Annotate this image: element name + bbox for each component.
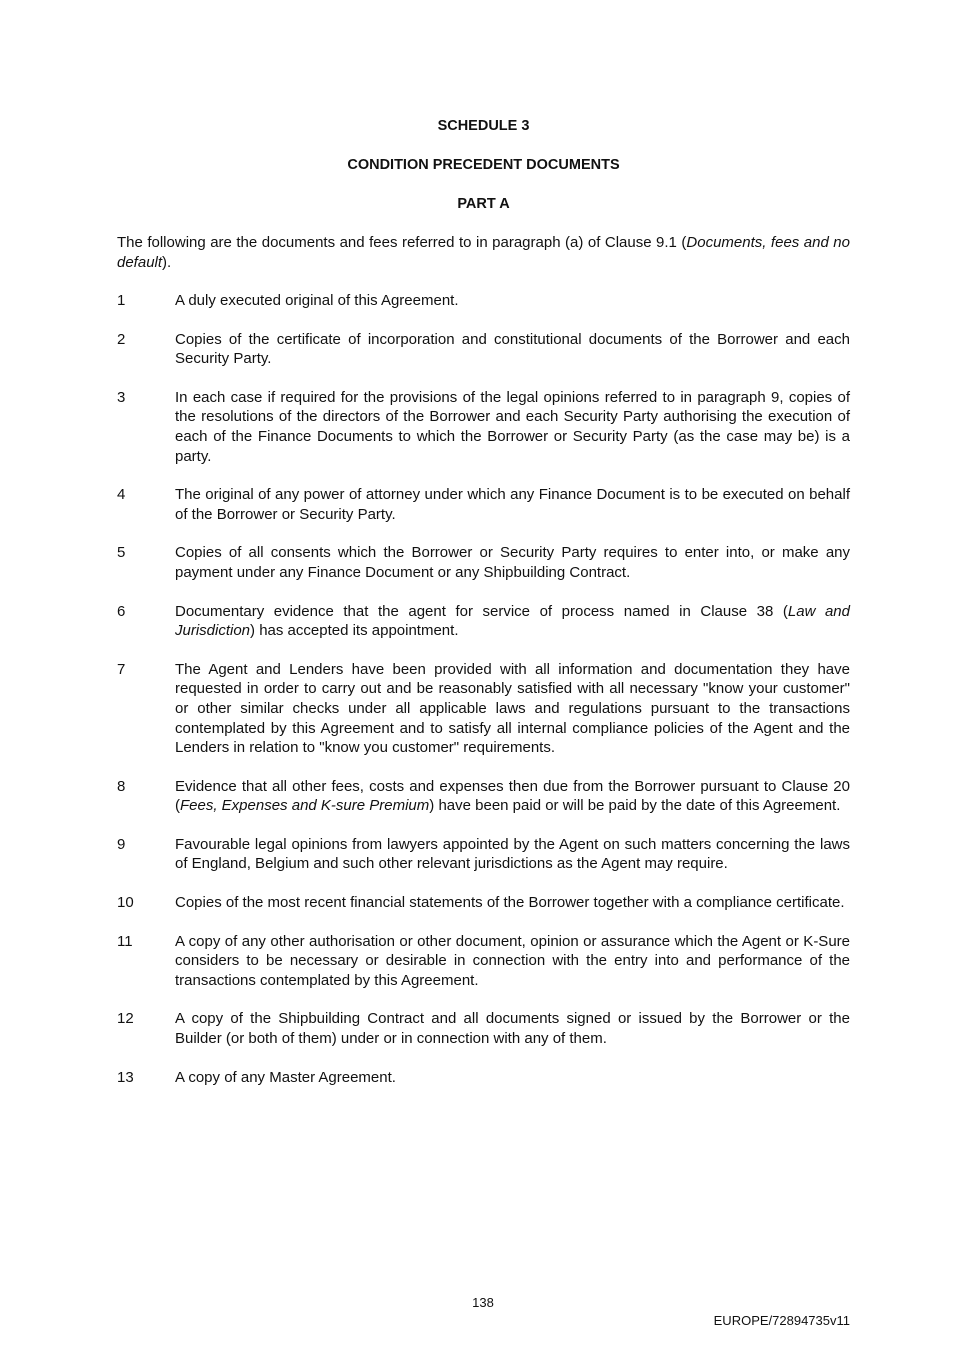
item-text: Copies of all consents which the Borrower or Security Party requires to enter into, or make any payment under any Finance Document or any Shipbuilding Contract. xyxy=(175,544,850,581)
list-item xyxy=(117,330,850,369)
item-text: The Agent and Lenders have been provided with all information and documentation they have requested in order to carry out and be reasonably satisfied with all necessary "know your customer" or other similar checks under all applicable laws and regulations pursuant to the transactions contemplated by this Agreement and to satisfy all internal compliance policies of the Agent and the Lenders in relation to "know you customer" requirements. xyxy=(175,660,850,757)
documents-list xyxy=(117,291,850,1106)
list-item xyxy=(117,660,850,758)
item-text: A copy of the Shipbuilding Contract and all documents signed or issued by the Borrower or the Builder (or both of them) under or in connection with any of them. xyxy=(175,1010,850,1048)
list-item xyxy=(117,543,850,582)
item-number: 8 xyxy=(117,777,126,795)
document-title: CONDITION PRECEDENT DOCUMENTS xyxy=(347,157,620,173)
item-number: 10 xyxy=(117,894,134,912)
item-text: Evidence that all other fees, costs and expenses then due from the Borrower pursuant to Clause 20 (Fees, Expenses and K-sure Premium) have been paid or will be paid by the date of this Agreement. xyxy=(175,777,850,815)
item-number: 13 xyxy=(117,1068,134,1086)
list-item xyxy=(117,388,850,466)
item-text: A duly executed original of this Agreement. xyxy=(175,292,459,309)
intro-end: ). xyxy=(162,254,172,271)
item-number: 4 xyxy=(117,486,126,504)
item-number: 1 xyxy=(117,292,126,309)
item-number: 12 xyxy=(117,1010,134,1028)
schedule-heading: SCHEDULE 3 xyxy=(437,118,530,134)
item-text: In each case if required for the provisions of the legal opinions referred to in paragraph 9, copies of the resolutions of the directors of the Borrower and each Security Party authorising the execution of each of the Finance Documents to which the Borrower or Security Party (as the case may be) is a party. xyxy=(175,388,850,465)
list-item xyxy=(117,602,850,641)
item-text: A copy of any Master Agreement. xyxy=(175,1068,396,1086)
page-number: 138 xyxy=(472,1295,494,1310)
item-number: 9 xyxy=(117,835,126,853)
item-text: Copies of the certificate of incorporation and constitutional documents of the Borrower and each Security Party. xyxy=(175,330,850,368)
item-number: 3 xyxy=(117,388,126,406)
item-text: Documentary evidence that the agent for service of process named in Clause 38 (Law and Jurisdiction) has accepted its appointment. xyxy=(175,602,850,640)
list-item xyxy=(117,1068,850,1088)
list-item xyxy=(117,932,850,991)
item-number: 5 xyxy=(117,544,126,562)
intro-text: The following are the documents and fees referred to in paragraph (a) of Clause 9.1 ( xyxy=(117,234,687,251)
list-item xyxy=(117,835,850,874)
list-item xyxy=(117,291,850,311)
part-heading: PART A xyxy=(457,196,510,212)
list-item xyxy=(117,1009,850,1048)
item-text: Favourable legal opinions from lawyers appointed by the Agent on such matters concerning the laws of England, Belgium and such other relevant jurisdictions as the Agent may require. xyxy=(175,835,850,873)
item-text: A copy of any other authorisation or other document, opinion or assurance which the Agent or K-Sure considers to be necessary or desirable in connection with the entry into and performance of the transactions contemplated by this Agreement. xyxy=(175,932,850,989)
document-reference: EUROPE/72894735v11 xyxy=(713,1313,850,1328)
item-number: 6 xyxy=(117,602,126,620)
item-number: 7 xyxy=(117,660,126,678)
list-item xyxy=(117,893,850,913)
item-number: 11 xyxy=(117,932,133,950)
item-number: 2 xyxy=(117,330,126,348)
item-text: Copies of the most recent financial statements of the Borrower together with a compliance certificate. xyxy=(175,894,845,912)
item-text: The original of any power of attorney under which any Finance Document is to be executed on behalf of the Borrower or Security Party. xyxy=(175,486,850,523)
intro-paragraph xyxy=(117,233,850,273)
list-item xyxy=(117,777,850,816)
list-item xyxy=(117,485,850,524)
intro-italic: Documents, fees and no default xyxy=(117,234,850,271)
